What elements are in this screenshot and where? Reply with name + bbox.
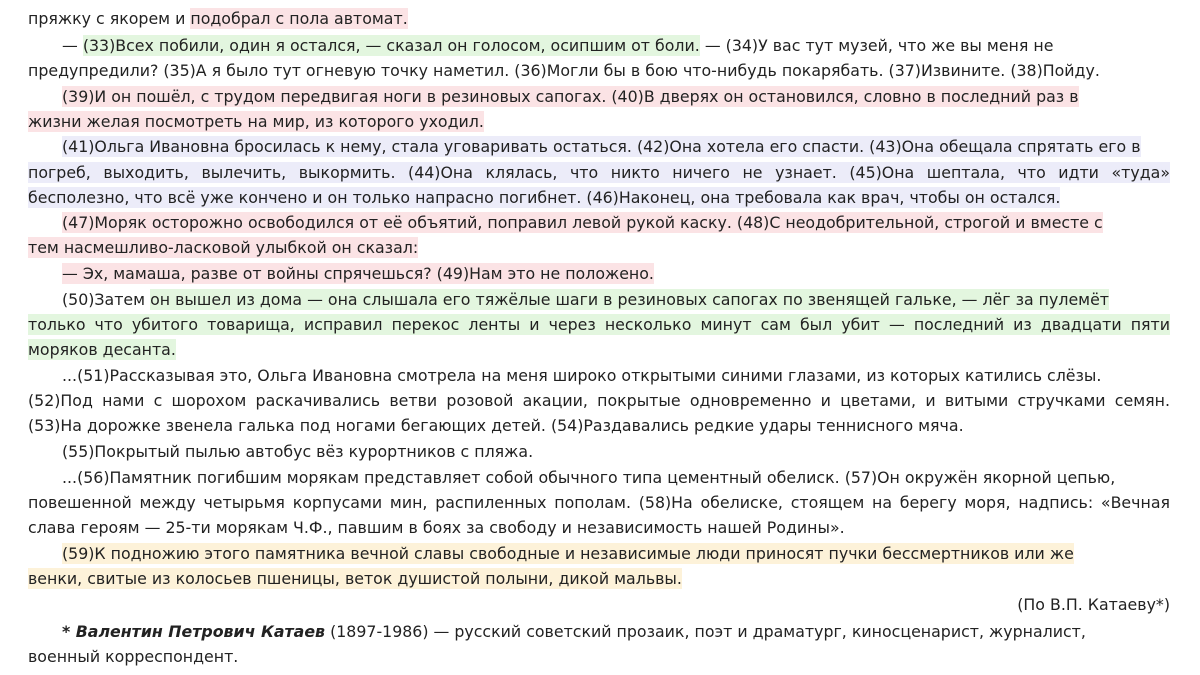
text-line [62, 541, 1170, 566]
text-line [28, 490, 1170, 515]
text-line [28, 566, 682, 591]
text-line [28, 235, 418, 260]
text-line [28, 312, 1170, 337]
text-line [28, 58, 1100, 83]
highlighted-text: жизни желая посмотреть на мир, из которого уходил. [28, 112, 484, 131]
text-line [28, 185, 1060, 210]
text-line [62, 363, 1170, 388]
text-line [62, 619, 1170, 644]
highlighted-text: погреб, выходить, вылечить, выкормить. (44)Она клялась, что никто ничего не узнает. (45)Она шептала, что идти «туда» [28, 163, 1170, 182]
source-attribution [1017, 592, 1170, 617]
text-line [62, 287, 1170, 312]
text-segment: повешенной между четырьмя корпусами мин, распиленных пополам. (58)На обелиске, стоящем на берегу моря, надпись: «Вечная [28, 493, 1170, 512]
text-line [28, 337, 176, 362]
highlighted-text: венки, свитые из колосьев пшеницы, веток душистой полыни, дикой мальвы. [28, 569, 682, 588]
text-segment: (55)Покрытый пылью автобус вёз курортников с пляжа. [62, 442, 534, 461]
highlighted-text: — Эх, мамаша, разве от войны спрячешься? (49)Нам это не положено. [62, 264, 654, 283]
text-segment: (50)Затем [62, 290, 151, 309]
text-segment: (По В.П. Катаеву*) [1017, 595, 1170, 614]
text-line [28, 109, 484, 134]
text-segment: слава героям — 25-ти морякам Ч.Ф., павшим в боях за свободу и независимость нашей Родины». [28, 518, 845, 537]
text-segment: ...(56)Памятник погибшим морякам представляет собой обычного типа цементный обелиск. (57)Он окружён якорной цепью, [62, 468, 1116, 487]
text-line [28, 515, 845, 540]
text-line [28, 413, 964, 438]
highlighted-text: (33)Всех побили, один я остался, — сказал он голосом, осипшим от боли. [82, 36, 700, 55]
highlighted-text: (39)И он пошёл, с трудом передвигая ноги в резиновых сапогах. (40)В дверях он остановился, словно в последний раз в [62, 87, 1079, 106]
text-segment: (52)Под нами с шорохом раскачивались ветви розовой акации, покрытые одновременно и цветами, и витыми стручками семян. [28, 391, 1170, 410]
text-segment: ...(51)Рассказывая это, Ольга Ивановна смотрела на меня широко открытыми синими глазами, из которых катились слёзы. [62, 366, 1102, 385]
text-line [62, 465, 1170, 490]
highlighted-text: (47)Моряк осторожно освободился от её объятий, поправил левой рукой каску. (48)С неодобрительной, строгой и вместе с [62, 213, 1103, 232]
highlighted-text: тем насмешливо-ласковой улыбкой он сказал: [28, 238, 419, 257]
text-line [28, 644, 238, 669]
text-line [28, 6, 408, 31]
text-segment: военный корреспондент. [28, 647, 239, 666]
text-segment: предупредили? (35)А я было тут огневую точку наметил. (36)Могли бы в бою что-нибудь покарябать. (37)Извините. (38)Пойду. [28, 61, 1100, 80]
text-line [62, 439, 1170, 464]
text-segment: — [62, 36, 83, 55]
text-segment: (53)На дорожке звенела галька под ногами бегающих детей. (54)Раздавались редкие удары теннисного мяча. [28, 416, 964, 435]
highlighted-text: бесполезно, что всё уже кончено и он только напрасно погибнет. (46)Наконец, она требовала как врач, чтобы он остался. [28, 188, 1061, 207]
text-line [62, 261, 1170, 286]
author-name: * Валентин Петрович Катаев [62, 622, 326, 641]
text-segment: пряжку с якорем и [28, 9, 191, 28]
text-line [28, 388, 1170, 413]
text-line [62, 33, 1170, 58]
highlighted-text: только что убитого товарища, исправил перекос ленты и через несколько минут сам был убит — последний из двадцати пяти [28, 315, 1170, 334]
highlighted-text: подобрал с пола автомат. [190, 9, 408, 28]
text-line [28, 160, 1170, 185]
text-segment: — (34)У вас тут музей, что же вы меня не [699, 36, 1054, 55]
highlighted-text: моряков десанта. [28, 340, 176, 359]
text-line [62, 84, 1170, 109]
highlighted-text: (59)К подножию этого памятника вечной славы свободные и независимые люди приносят пучки бессмертников или же [62, 544, 1074, 563]
text-segment: (1897-1986) — русский советский прозаик, поэт и драматург, киносценарист, журналист, [325, 622, 1086, 641]
highlighted-text: он вышел из дома — она слышала его тяжёлые шаги в резиновых сапогах по звенящей гальке, — лёг за пулемёт [150, 290, 1110, 309]
text-line [62, 210, 1170, 235]
highlighted-text: (41)Ольга Ивановна бросилась к нему, стала уговаривать остаться. (42)Она хотела его спасти. (43)Она обещала спрятать его в [62, 137, 1141, 156]
text-line [62, 134, 1170, 159]
